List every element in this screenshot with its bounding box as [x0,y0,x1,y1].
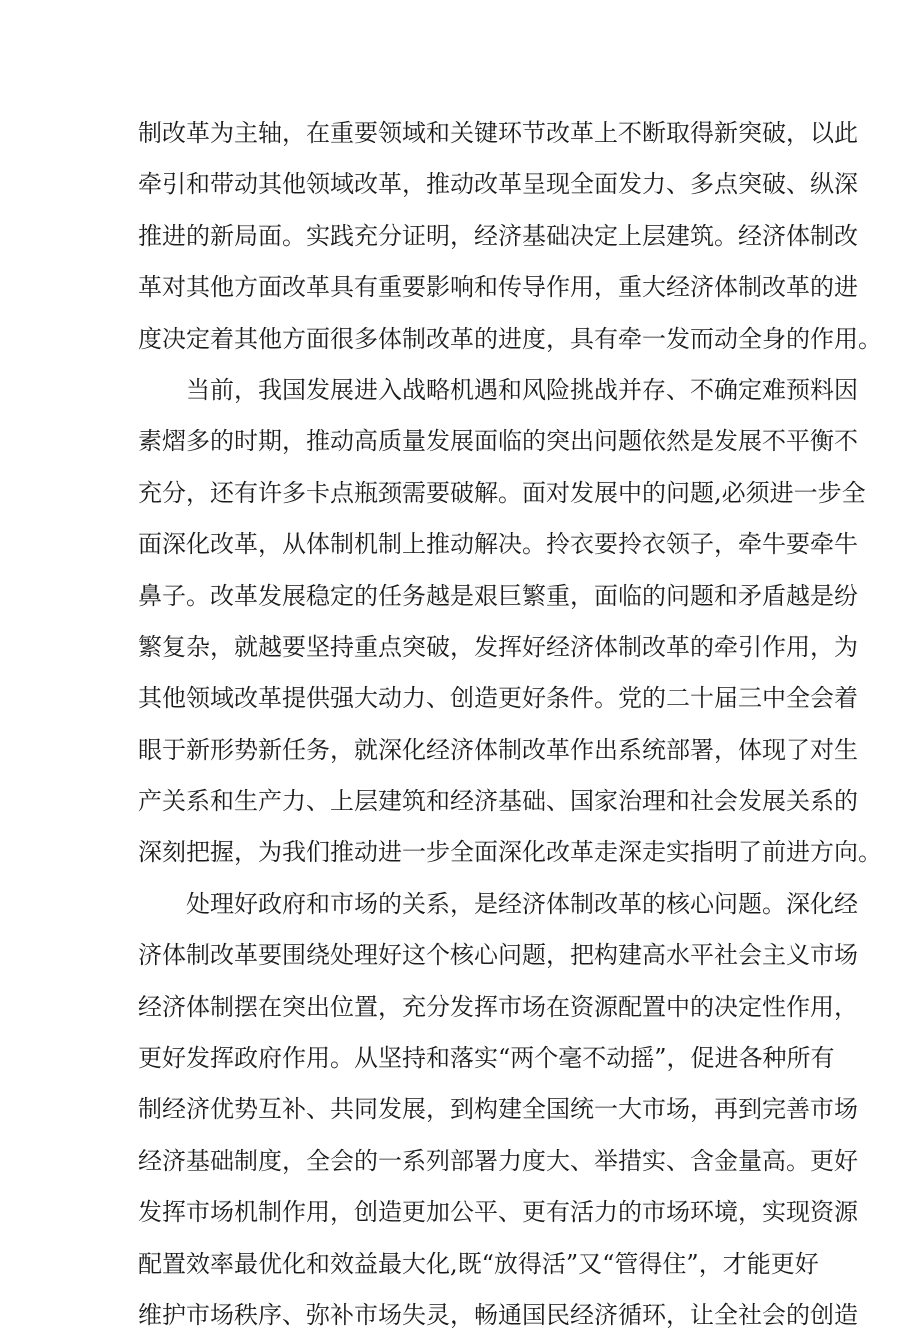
text-line: 产关系和生产力、上层建筑和经济基础、国家治理和社会发展关系的 [138,787,858,816]
text-line: 制经济优势互补、共同发展，到构建全国统一大市场，再到完善市场 [138,1095,858,1124]
text-line: 经济体制摆在突出位置，充分发挥市场在资源配置中的决定性作用， [138,992,858,1021]
text-line: 济体制改革要围绕处理好这个核心问题，把构建高水平社会主义市场 [138,941,858,970]
text-line: 更好发挥政府作用。从坚持和落实“两个毫不动摇”，促进各种所有 [138,1044,835,1073]
text-line: 革对其他方面改革具有重要影响和传导作用，重大经济体制改革的进 [138,273,858,302]
text-line: 繁复杂，就越要坚持重点突破，发挥好经济体制改革的牵引作用，为 [138,632,858,661]
text-line: 推进的新局面。实践充分证明，经济基础决定上层建筑。经济体制改 [138,221,858,250]
text-line: 发挥市场机制作用，创造更加公平、更有活力的市场环境，实现资源 [138,1198,858,1227]
text-line: 其他领域改革提供强大动力、创造更好条件。党的二十届三中全会着 [138,684,858,713]
text-line: 眼于新形势新任务，就深化经济体制改革作出系统部署，体现了对生 [138,735,858,764]
text-line: 配置效率最优化和效益最大化,既“放得活”又“管得住”，才能更好 [138,1249,819,1278]
text-line: 鼻子。改革发展稳定的任务越是艰巨繁重，面临的问题和矛盾越是纷 [138,581,858,610]
text-line: 经济基础制度，全会的一系列部署力度大、举措实、含金量高。更好 [138,1146,858,1175]
text-line: 牵引和带动其他领域改革，推动改革呈现全面发力、多点突破、纵深 [138,170,858,199]
paragraph-3 [138,879,858,1341]
text-line: 维护市场秩序、弥补市场失灵，畅通国民经济循环，让全社会的创造 [138,1300,858,1329]
text-line: 当前，我国发展进入战略机遇和风险挑战并存、不确定难预料因 [186,375,858,404]
text-line: 素熠多的时期，推动高质量发展面临的突出问题依然是发展不平衡不 [138,427,858,456]
text-line: 度决定着其他方面很多体制改革的进度，具有牵一发而动全身的作用。 [138,324,882,353]
text-line: 深刻把握，为我们推动进一步全面深化改革走深走实指明了前进方向。 [138,838,882,867]
paragraph-1 [138,108,882,365]
text-line: 处理好政府和市场的关系，是经济体制改革的核心问题。深化经 [186,889,858,918]
text-line: 面深化改革，从体制机制上推动解决。拎衣要拎衣领子，牵牛要牵牛 [138,530,858,559]
text-line: 充分，还有许多卡点瓶颈需要破解。面对发展中的问题,必须进一步全 [138,478,866,507]
text-line: 制改革为主轴，在重要领域和关键环节改革上不断取得新突破，以此 [138,119,858,147]
document-body [138,108,882,1341]
paragraph-2 [138,365,882,879]
